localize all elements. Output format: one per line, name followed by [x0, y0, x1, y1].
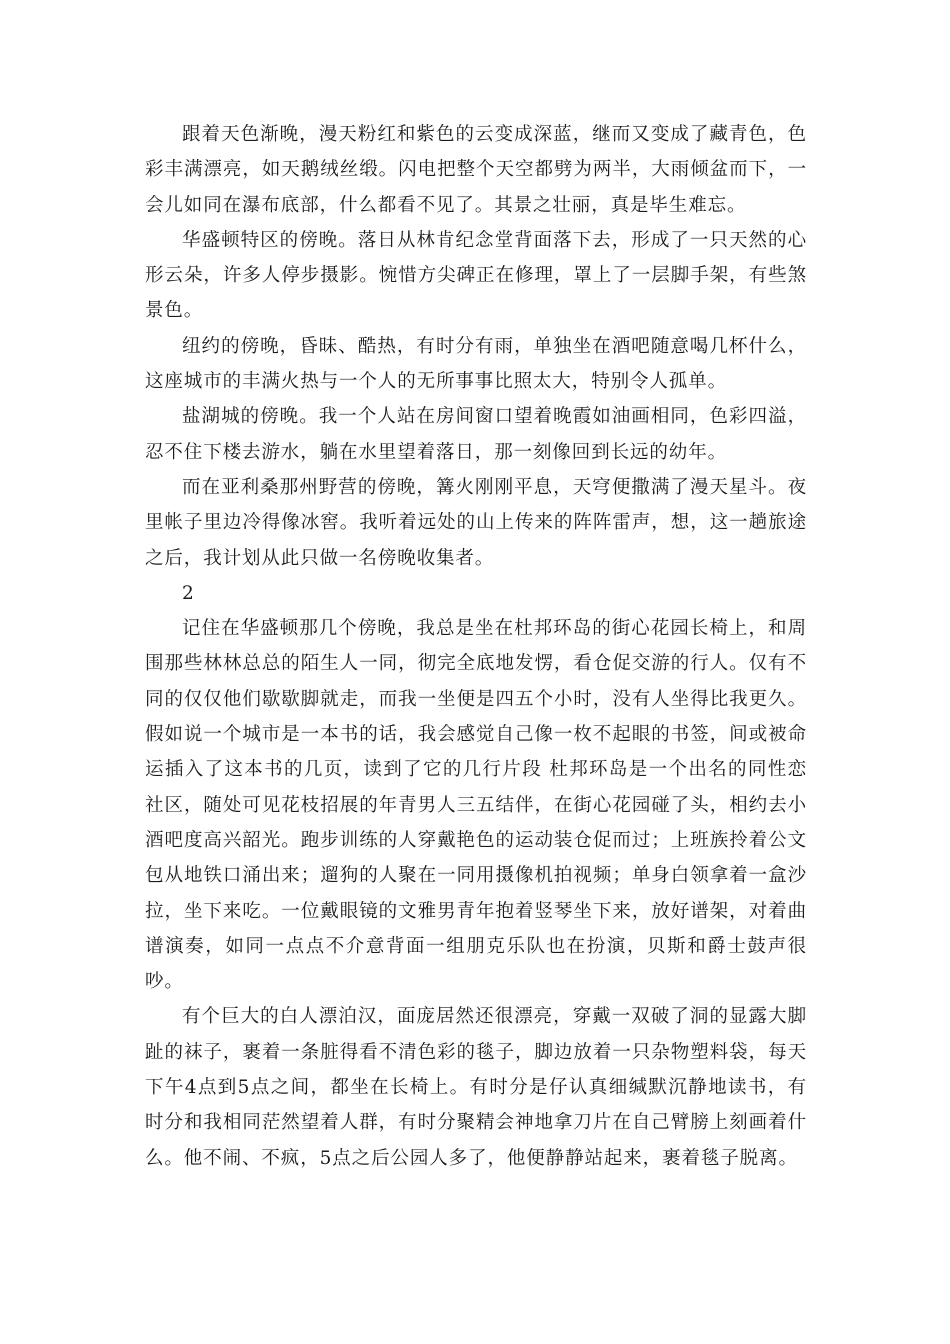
- article-body: [145, 117, 807, 1176]
- paragraph-dupont-circle: 记住在华盛顿那几个傍晚，我总是坐在杜邦环岛的街心花园长椅上，和周围那些林林总总的陌生人一同，彻完全底地发愣，看仓促交游的行人。仅有不同的仅仅他们歇歇脚就走，而我一坐便是四五个小时，没有人坐得比我更久。假如说一个城市是一本书的话，我会感觉自己像一枚不起眼的书签，间或被命运插入了这本书的几页，读到了它的几行片段 杜邦环岛是一个出名的同性恋社区，随处可见花枝招展的年青男人三五结伴，在街心花园碰了头，相约去小酒吧度高兴韶光。跑步训练的人穿戴艳色的运动装仓促而过；上班族拎着公文包从地铁口涌出来；遛狗的人聚在一同用摄像机拍视频；单身白领拿着一盒沙拉，坐下来吃。一位戴眼镜的文雅男青年抱着竖琴坐下来，放好谱架，对着曲谱演奏，如同一点点不介意背面一组朋克乐队也在扮演，贝斯和爵士鼓声很吵。: [145, 618, 807, 993]
- paragraph-salt-lake-dusk: 盐湖城的傍晚。我一个人站在房间窗口望着晚霞如油画相同，色彩四溢，忍不住下楼去游水，躺在水里望着落日，那一刻像回到长远的幼年。: [145, 406, 807, 463]
- paragraph-washington-dusk: 华盛顿特区的傍晚。落日从林肯纪念堂背面落下去，形成了一只天然的心形云朵，许多人停步摄影。惋惜方尖碑正在修理，罩上了一层脚手架，有些煞景色。: [145, 229, 807, 322]
- paragraph-thunderstorm-sky: 跟着天色渐晚，漫天粉红和紫色的云变成深蓝，继而又变成了藏青色，色彩丰满漂亮，如天鹅绒丝缎。闪电把整个天空都劈为两半，大雨倾盆而下，一会儿如同在瀑布底部，什么都看不见了。其景之壮丽，真是毕生难忘。: [145, 124, 807, 216]
- paragraph-homeless-man: 有个巨大的白人漂泊汉，面庞居然还很漂亮，穿戴一双破了洞的显露大脚趾的袜子，裹着一条脏得看不清色彩的毯子，脚边放着一只杂物塑料袋，每天下午4点到5点之间，都坐在长椅上。有时分是仔认真细缄默沉静地读书，有时分和我相同茫然望着人群，有时分聚精会神地拿刀片在自己臂膀上刻画着什么。他不闹、不疯，5点之后公园人多了，他便静静站起来，裹着毯子脱离。: [145, 1006, 807, 1169]
- paragraph-new-york-dusk: 纽约的傍晚，昏昧、酷热，有时分有雨，单独坐在酒吧随意喝几杯什么，这座城市的丰满火热与一个人的无所事事比照太大，特别令人孤单。: [145, 335, 807, 393]
- paragraph-arizona-camp: 而在亚利桑那州野营的傍晚，篝火刚刚平息，天穹便撒满了漫天星斗。夜里帐子里边冷得像冰窖。我听着远处的山上传来的阵阵雷声，想，这一趟旅途之后，我计划从此只做一名傍晚收集者。: [145, 476, 807, 569]
- section-number: 2: [182, 582, 195, 604]
